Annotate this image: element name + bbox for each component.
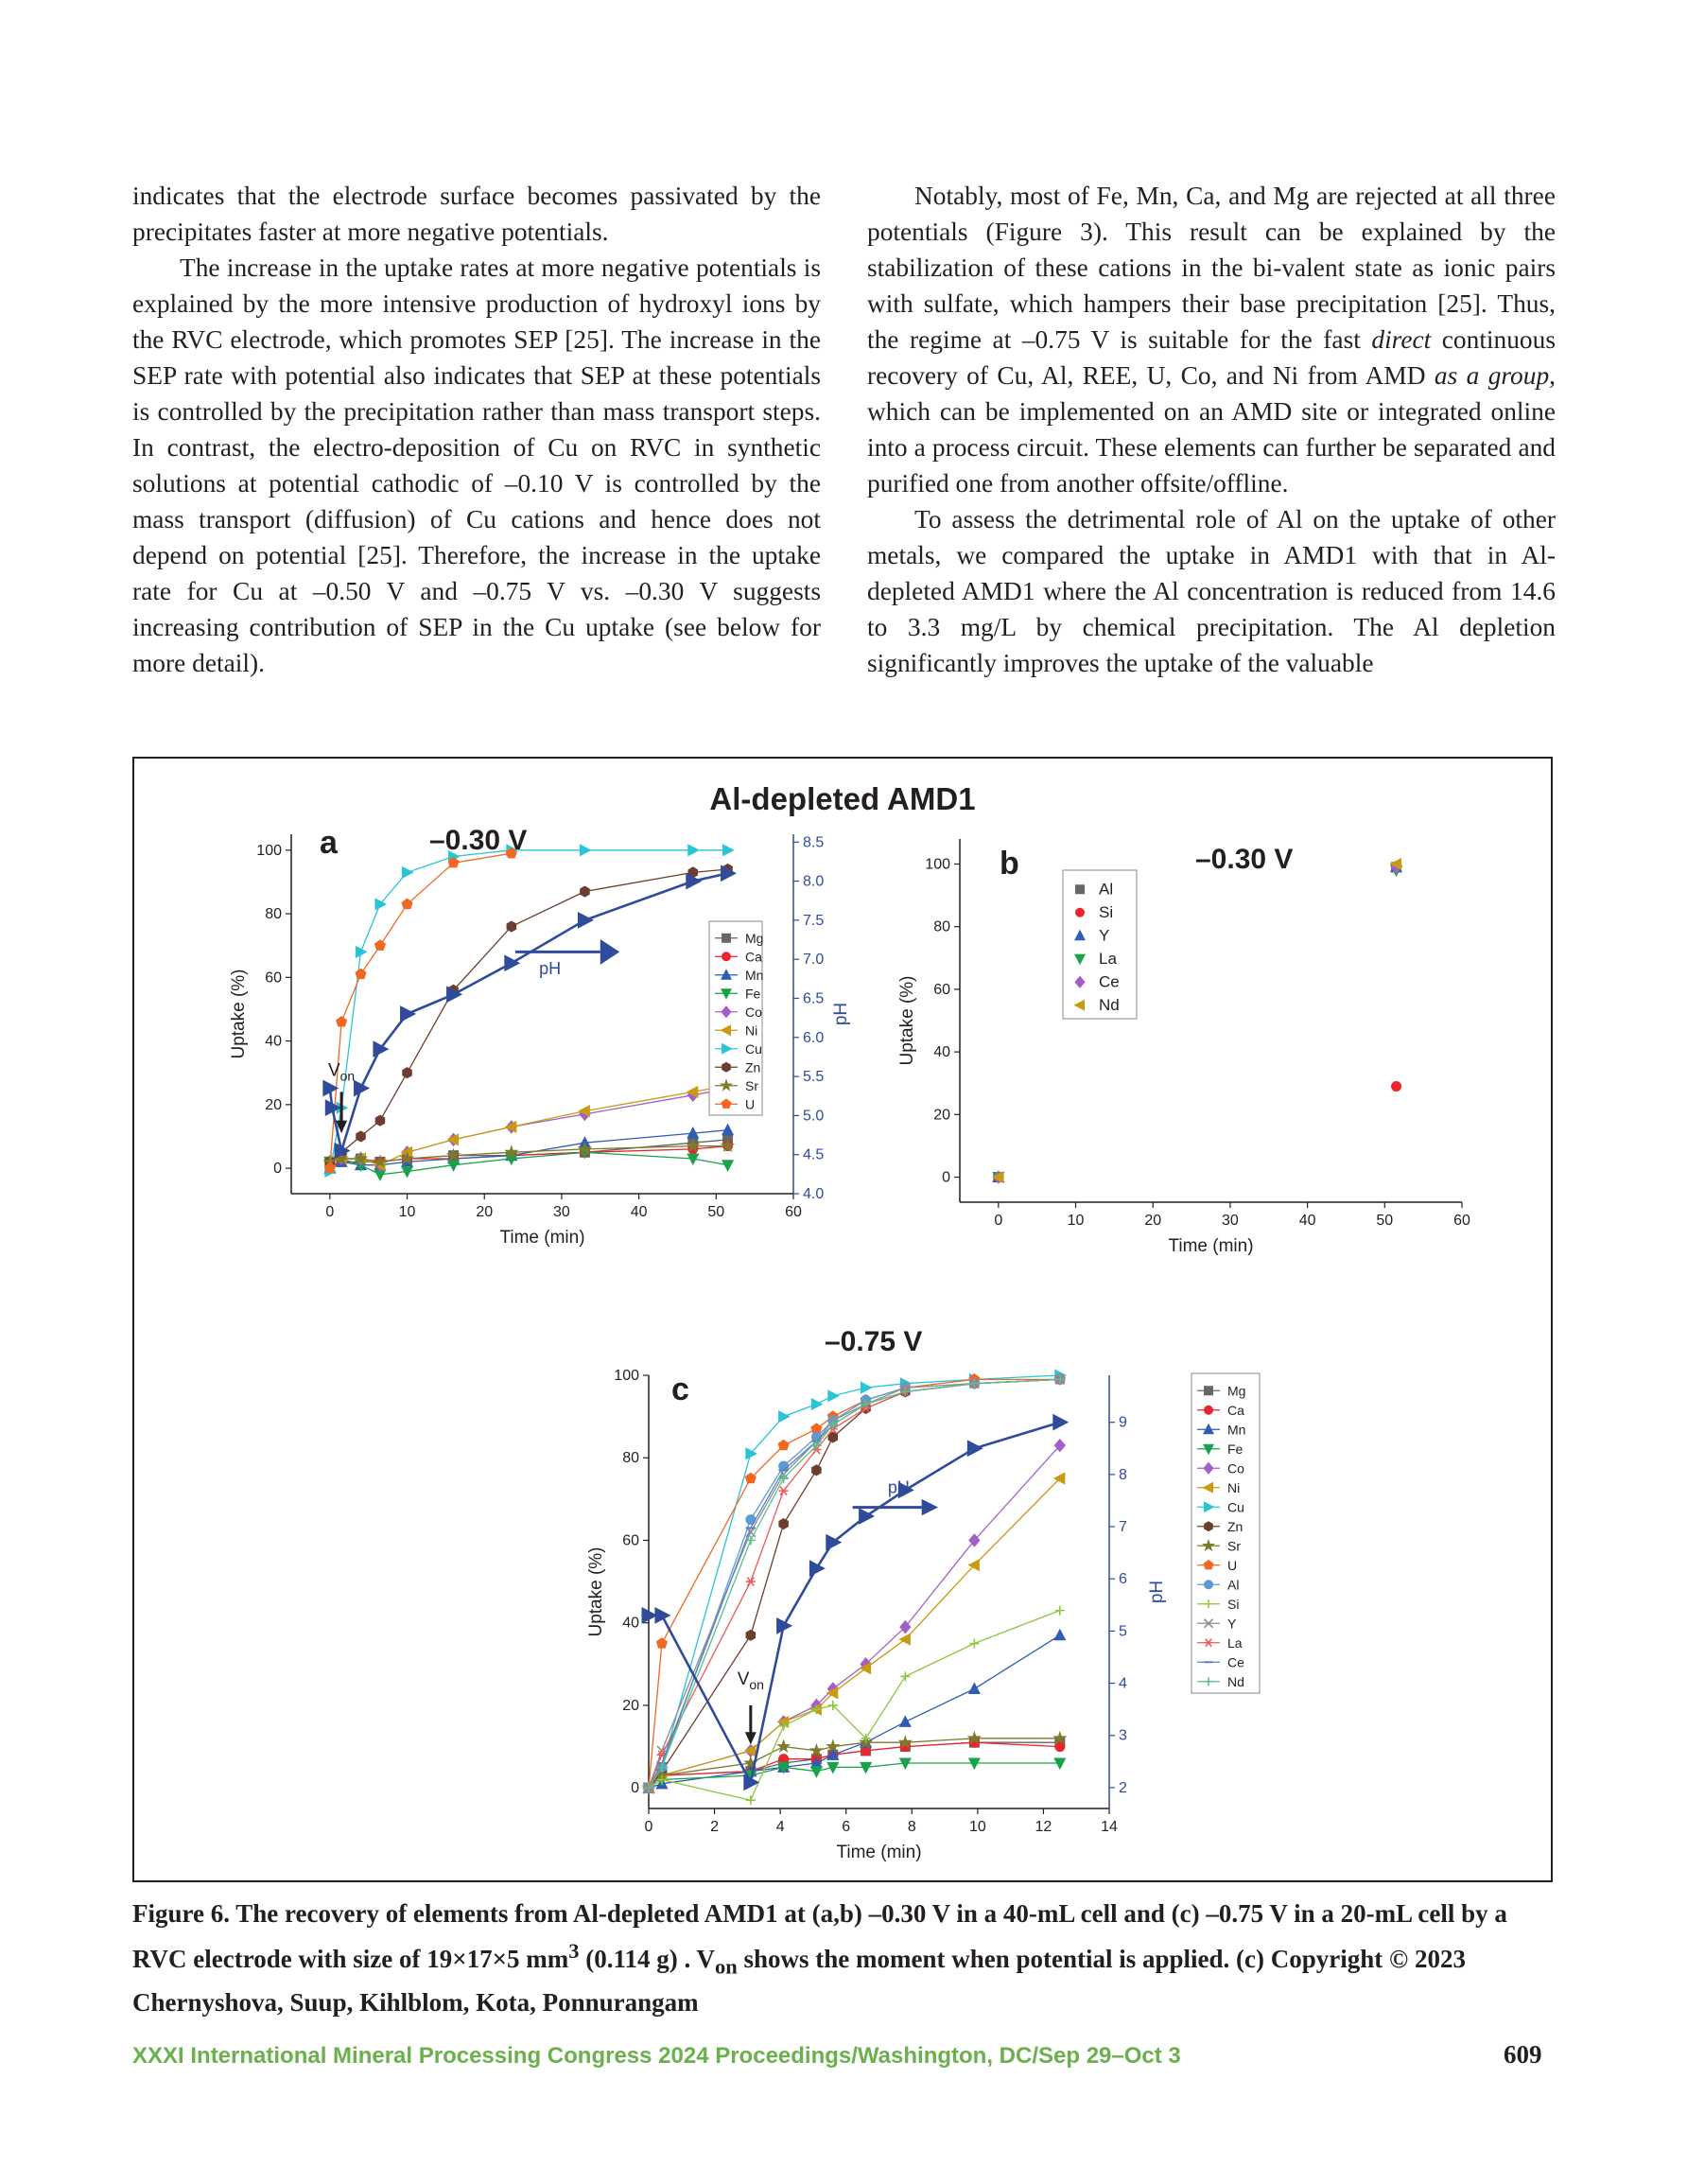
panel-a-series-zn-line	[327, 869, 728, 1162]
panel-c-series-sr-point	[777, 1740, 789, 1752]
panel-c-ph-point	[967, 1441, 982, 1456]
caption-sup: 3	[568, 1939, 580, 1963]
panel-c-series-cu-point	[779, 1411, 790, 1423]
emphasis: direct	[1371, 325, 1432, 354]
panel-c-legend-label: Si	[1227, 1596, 1240, 1612]
panel-c-legend-label: Fe	[1227, 1441, 1244, 1457]
panel-a-legend-label: Mg	[745, 930, 764, 946]
panel-a-series-cu-point	[723, 845, 734, 856]
panel-a-legend-marker	[722, 934, 731, 942]
panel-c-series-co-line	[649, 1445, 1060, 1788]
panel-a-y2-tick-label: 6.5	[803, 990, 825, 1007]
panel-c-series-ni-point	[899, 1634, 910, 1645]
panel-c-y2-tick-label: 3	[1119, 1727, 1127, 1744]
panel-a-y2-tick-label: 6.0	[803, 1029, 825, 1046]
panel-c-series-mn-point	[969, 1684, 981, 1694]
panel-a-series-co-line	[330, 1089, 728, 1165]
panel-c-series-mg-line	[649, 1742, 1060, 1788]
panel-b-x-tick-label: 40	[1298, 1213, 1316, 1229]
panel-b-y-axis-label: Uptake (%)	[897, 975, 917, 1066]
panel-a-y2-axis-label: pH	[831, 1002, 851, 1026]
panel-c-y-tick-label: 60	[622, 1532, 639, 1549]
panel-a-x-tick-label: 0	[325, 1204, 335, 1220]
figure-title: Al-depleted AMD1	[709, 781, 976, 816]
panel-c-x-tick-label: 14	[1101, 1819, 1118, 1835]
panel-a-y2-tick-label: 4.0	[803, 1186, 825, 1202]
panel-c-x-tick-label: 10	[968, 1819, 986, 1835]
panel-a-legend-marker	[722, 1062, 731, 1072]
caption-sub: on	[714, 1954, 738, 1979]
panel-b-x-tick-label: 0	[994, 1213, 1003, 1229]
panel-c-legend-box	[1191, 1373, 1260, 1693]
panel-b-legend-label: Nd	[1099, 995, 1120, 1014]
panel-a-y-tick-label: 80	[265, 906, 282, 923]
panel-a-x-axis-label: Time (min)	[499, 1228, 585, 1248]
emphasis: as a group	[1434, 361, 1550, 390]
panel-a-x-tick-label: 20	[476, 1204, 494, 1220]
panel-c-series-si-point	[746, 1795, 756, 1805]
panel-c-series-zn-point	[812, 1465, 822, 1476]
panel-c-y-tick-label: 40	[622, 1615, 639, 1632]
panel-c-y2-tick-label: 2	[1119, 1779, 1127, 1796]
panel-a-y-tick-label: 60	[265, 970, 282, 987]
panel-c-von-subscript: on	[749, 1677, 764, 1693]
panel-a-y2-tick-label: 8.0	[803, 873, 825, 890]
panel-b-y-tick-label: 80	[933, 918, 950, 935]
panel-a-series-u-point	[337, 1017, 347, 1026]
panel-c-ph-point	[655, 1608, 670, 1623]
panel-b-letter: b	[1000, 846, 1019, 882]
panel-c-legend-label: Ce	[1227, 1654, 1244, 1670]
panel-a-legend-label: Co	[745, 1004, 762, 1020]
panel-a-y2-tick-label: 5.5	[803, 1069, 825, 1086]
panel-c-series-u-point	[778, 1440, 789, 1449]
panel-a-y-axis-label: Uptake (%)	[229, 969, 249, 1059]
panel-c-legend-label: Ca	[1227, 1402, 1244, 1418]
panel-a-ph-arrowhead	[600, 939, 619, 965]
figure-caption	[132, 1896, 1553, 2021]
panel-a-series-ni-line	[330, 1086, 728, 1165]
panel-b-x-axis-label: Time (min)	[1168, 1236, 1254, 1256]
panel-c-ph-point	[777, 1618, 791, 1634]
panel-c-x-tick-label: 2	[710, 1819, 720, 1835]
panel-c-y2-tick-label: 7	[1119, 1519, 1127, 1536]
panel-c-y-tick-label: 100	[614, 1368, 639, 1384]
panel-c-legend-marker	[1205, 1581, 1213, 1589]
panel-c-y2-tick-label: 8	[1119, 1466, 1127, 1483]
panel-b-legend-label: Ce	[1099, 972, 1120, 991]
panel-b-x-tick-label: 30	[1222, 1213, 1239, 1229]
caption-text: (0.114 g) . V	[579, 1945, 715, 1973]
panel-c-y-tick-label: 0	[631, 1780, 639, 1797]
panel-c-x-tick-label: 0	[644, 1819, 653, 1835]
caption-text: Figure 6. The recovery of elements from Al-depleted AMD1 at (a,b) –0.30 V in a 40-mL cell and (c) –0.75 V in a 20-mL cell by a RVC electrode with size of 19×17×5 mm	[132, 1899, 1507, 1973]
panel-a-x-tick-label: 60	[785, 1204, 802, 1220]
panel-b-y-tick-label: 20	[933, 1107, 950, 1124]
panel-c-series-mn-point	[1054, 1630, 1066, 1640]
panel-c-legend-label: Mg	[1227, 1383, 1246, 1399]
panel-c-legend-label: U	[1227, 1557, 1238, 1573]
panel-c-series-zn-point	[746, 1630, 756, 1640]
panel-c-series-u-point	[811, 1424, 822, 1433]
panel-c-series-ca-line	[649, 1742, 1060, 1788]
panel-a-series-zn-point	[403, 1068, 412, 1078]
panel-b-y-tick-label: 60	[933, 981, 950, 998]
panel-a-series-cu-point	[375, 899, 386, 910]
panel-c-x-tick-label: 12	[1035, 1819, 1052, 1835]
panel-a-y2-tick-label: 4.5	[803, 1146, 825, 1163]
panel-c-legend-marker	[1205, 1406, 1213, 1414]
panel-b-y-tick-label: 100	[925, 856, 950, 873]
panel-b-legend-label: La	[1099, 949, 1117, 968]
panel-a-ph-point	[401, 1006, 415, 1022]
panel-a-x-tick-label: 10	[398, 1204, 416, 1220]
panel-a-series-zn-point	[375, 1115, 385, 1126]
panel-a-ph-point	[505, 955, 519, 970]
panel-a-legend-label: Zn	[745, 1059, 761, 1075]
panel-a-legend-label: Ca	[745, 949, 762, 965]
panel-a-von-subscript: on	[339, 1068, 356, 1084]
panel-c-x-tick-label: 6	[842, 1819, 851, 1835]
panel-c-series-cu-point	[811, 1399, 822, 1410]
panel-c-series-mn-point	[900, 1716, 912, 1726]
panel-c-legend-label: Mn	[1227, 1422, 1246, 1438]
panel-a-letter: a	[320, 825, 338, 861]
panel-c-y2-axis-label: pH	[1147, 1580, 1167, 1604]
panel-c-legend-label: Sr	[1227, 1538, 1241, 1554]
paragraph	[867, 178, 1556, 501]
panel-a-potential: –0.30 V	[429, 825, 528, 856]
panel-a-x-tick-label: 50	[707, 1204, 725, 1220]
panel-a-legend-label: Fe	[745, 986, 761, 1002]
panel-c-ph-arrowhead	[922, 1499, 938, 1515]
panel-a-series-u-point	[374, 940, 385, 950]
panel-a-legend-label: Ni	[745, 1022, 758, 1039]
panel-a-von-label: $V_{on}$	[327, 1060, 356, 1084]
panel-c-series-fe-line	[649, 1763, 1060, 1788]
panel-c-y-tick-label: 20	[622, 1697, 639, 1714]
panel-c-y2-tick-label: 5	[1119, 1623, 1127, 1640]
panel-c-series-u-point	[656, 1638, 667, 1648]
panel-c-legend-label: La	[1227, 1634, 1243, 1651]
panel-a-series-zn-point	[581, 886, 590, 897]
panel-c-series-cu-point	[861, 1382, 872, 1393]
panel-c-legend-label: Zn	[1227, 1518, 1244, 1534]
panel-a-y2-tick-label: 5.0	[803, 1108, 825, 1125]
panel-c-y2-tick-label: 6	[1119, 1571, 1127, 1588]
panel-c-series-si-point	[1055, 1606, 1065, 1616]
panel-c-y2-tick-label: 4	[1119, 1675, 1127, 1692]
panel-c-ph-point	[1053, 1415, 1068, 1430]
panel-c-series-zn-point	[779, 1519, 789, 1529]
text-column-left	[132, 178, 821, 681]
panel-a-legend-marker	[722, 952, 731, 961]
figure-charts	[134, 759, 1555, 1884]
panel-a-ph-point	[355, 1080, 369, 1095]
panel-a-y-tick-label: 100	[256, 842, 282, 859]
panel-c-ph-point	[860, 1509, 874, 1524]
panel-c-x-axis-label: Time (min)	[836, 1843, 922, 1862]
panel-a-ph-arrow-label: pH	[539, 958, 562, 978]
panel-c-legend-marker	[1205, 1522, 1213, 1531]
panel-c-legend-label: Nd	[1227, 1673, 1244, 1689]
panel-a-y2-tick-label: 8.5	[803, 834, 825, 851]
panel-c-legend-label: Ni	[1227, 1479, 1241, 1495]
panel-a-y-tick-label: 40	[265, 1033, 282, 1050]
panel-a-y2-tick-label: 7.0	[803, 952, 825, 969]
panel-a-series-u-line	[327, 853, 512, 1168]
panel-a-series-ca-line	[330, 1146, 728, 1165]
panel-c-y-axis-label: Uptake (%)	[586, 1546, 606, 1637]
panel-a-series-u-point	[356, 969, 366, 978]
footer-proceedings: XXXI International Mineral Processing Congress 2024 Proceedings/Washington, DC/Sep 29–Oct 3	[132, 2043, 1181, 2069]
panel-c-legend-label: Y	[1227, 1616, 1237, 1632]
panel-a-series-sr-line	[330, 1146, 728, 1162]
panel-b-legend-label: Al	[1099, 880, 1114, 899]
panel-a-y-tick-label: 20	[265, 1096, 282, 1113]
panel-a-series-cu-point	[688, 845, 699, 856]
page-number: 609	[1504, 2040, 1542, 2069]
panel-c-ph-line	[649, 1423, 1060, 1783]
panel-a-x-tick-label: 30	[553, 1204, 570, 1220]
panel-a-series-zn-point	[357, 1131, 366, 1142]
text-column-right	[867, 178, 1556, 681]
panel-b-y-tick-label: 0	[942, 1169, 950, 1186]
panel-b-legend-marker	[1076, 885, 1085, 894]
panel-a-series-cu-point	[403, 867, 413, 879]
panel-c-von-arrowhead	[745, 1732, 757, 1744]
panel-a-ph-line	[327, 873, 728, 1150]
panel-a-legend-label: Sr	[745, 1077, 758, 1093]
paragraph: indicates that the electrode surface becomes passivated by the precipitates faster at more negative potentials.	[132, 182, 821, 246]
panel-a-series-zn-point	[507, 921, 516, 932]
panel-b-y-tick-label: 40	[933, 1044, 950, 1061]
panel-c-von-label: $V_{on}$	[737, 1669, 764, 1693]
panel-a-series-mg-line	[330, 1140, 728, 1162]
paragraph: To assess the detrimental role of Al on the uptake of other metals, we compared the uptake in AMD1 with that in Al-depleted AMD1 where the Al concentration is reduced from 14.6 to 3.3 mg/L by chemical precipitation. The Al depletion significantly improves the uptake of the valuable	[867, 505, 1556, 677]
panel-b-x-tick-label: 60	[1453, 1213, 1470, 1229]
panel-c-x-tick-label: 4	[775, 1819, 785, 1835]
panel-c-series-cu-point	[828, 1390, 839, 1402]
panel-c-series-fe-point	[811, 1767, 823, 1777]
panel-a-series-mn-point	[722, 1125, 734, 1135]
text-run: , which can be implemented on an AMD site or integrated online into a process circuit. These elements can further be separated and purified one from another offsite/offline.	[867, 361, 1556, 498]
panel-c-legend-marker	[1205, 1387, 1213, 1395]
panel-a-ph-point	[374, 1041, 388, 1057]
panel-a-series-cu-point	[357, 947, 367, 958]
panel-a-series-mn-line	[330, 1130, 728, 1168]
panel-a-y2-tick-label: 7.5	[803, 912, 825, 929]
panel-a-legend-label: U	[745, 1096, 756, 1112]
panel-a-x-tick-label: 40	[630, 1204, 648, 1220]
panel-a-ph-point	[578, 913, 592, 928]
panel-c-series-mn-line	[649, 1635, 1060, 1788]
panel-b-legend-label: Y	[1099, 926, 1110, 945]
caption-text: shows the moment when potential is applied. (c) Copyright © 2023 Chernyshova, Suup, Kihlblom, Kota, Ponnurangam	[132, 1945, 1466, 2018]
figure-6	[132, 757, 1553, 1882]
panel-c-ph-point	[809, 1561, 824, 1576]
panel-c-legend-label: Cu	[1227, 1499, 1244, 1515]
panel-b-x-tick-label: 10	[1067, 1213, 1085, 1229]
panel-c-potential: –0.75 V	[825, 1326, 923, 1357]
panel-c-series-si-point	[900, 1671, 910, 1681]
panel-c-y2-tick-label: 9	[1119, 1414, 1127, 1431]
text-run: Notably, most of Fe, Mn, Ca, and Mg are rejected at all three potentials (Figure 3). This result can be explained by the stabilization of these cations in the bi-valent state as ionic pairs with sulfate, which hampers their base precipitation [25]. Thus, the regime at –0.75 V is suitable for the fast	[867, 182, 1556, 354]
panel-c-series-la-point	[746, 1578, 756, 1586]
panel-c-letter: c	[671, 1372, 689, 1407]
panel-b-legend-marker	[1076, 908, 1085, 917]
panel-c-series-la-point	[779, 1487, 789, 1495]
panel-b-potential: –0.30 V	[1195, 844, 1294, 875]
panel-c-x-tick-label: 8	[907, 1819, 916, 1835]
panel-a-series-cu-point	[580, 845, 590, 856]
panel-c-legend-label: Co	[1227, 1460, 1244, 1476]
panel-b-legend-label: Si	[1099, 902, 1114, 921]
panel-a-legend-label: Mn	[745, 967, 764, 983]
panel-c-ph-arrow-label: pH	[887, 1477, 910, 1497]
panel-a-series-fe-point	[722, 1161, 734, 1171]
text-run: continuous recovery of Cu, Al, REE, U, Co, and Ni from AMD	[867, 325, 1556, 390]
paragraph: The increase in the uptake rates at more negative potentials is explained by the more intensive production of hydroxyl ions by the RVC electrode, which promotes SEP [25]. The increase in the SEP rate with potential also indicates that SEP at these potentials is controlled by the precipitation rather than mass transport steps. In contrast, the electro-deposition of Cu on RVC in synthetic solutions at potential cathodic of –0.10 V is controlled by the mass transport (diffusion) of Cu cations and hence does not depend on potential [25]. Therefore, the increase in the uptake rate for Cu at –0.50 V and –0.75 V vs. –0.30 V suggests increasing contribution of SEP in the Cu uptake (see below for more detail).	[132, 253, 821, 677]
panel-c-series-si-point	[969, 1639, 979, 1649]
panel-a-y-tick-label: 0	[273, 1161, 282, 1178]
panel-b-series-si-point	[1392, 1082, 1401, 1092]
panel-c-y-tick-label: 80	[622, 1450, 639, 1467]
panel-c-legend-label: Al	[1227, 1577, 1240, 1593]
panel-a-legend-label: Cu	[745, 1040, 762, 1057]
panel-b-x-tick-label: 50	[1376, 1213, 1394, 1229]
panel-b-x-tick-label: 20	[1144, 1213, 1162, 1229]
